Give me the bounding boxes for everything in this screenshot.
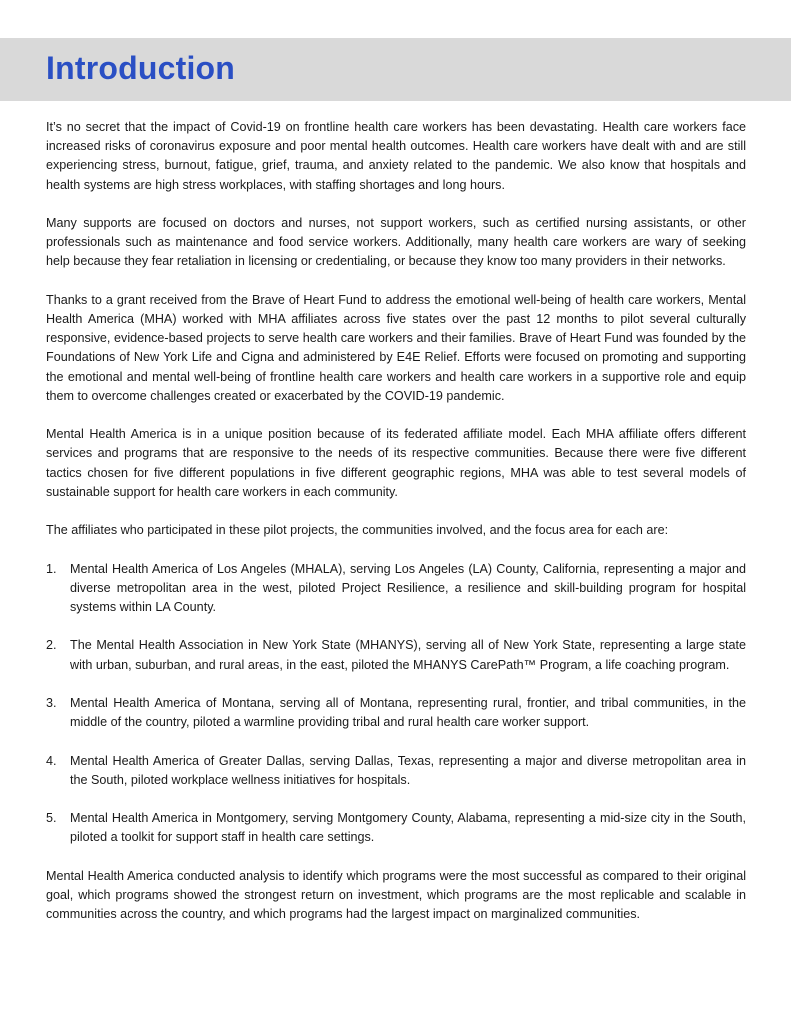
affiliates-list [46, 560, 746, 848]
list-item-text: Mental Health America of Montana, serving all of Montana, representing rural, frontier, and tribal communities, in the middle of the country, piloted a warmline providing tribal and rural health care worker support. [70, 695, 746, 730]
paragraph-affiliate-model: Mental Health America is in a unique position because of its federated affiliate model. Each MHA affiliate offers different services and programs that are responsive to the needs of its respective communities. Because there were five different tactics chosen for five different populations in five different geographic regions, MHA was able to test several models of sustainable support for health care workers in each community. [46, 427, 746, 499]
list-item-text: Mental Health America of Los Angeles (MHALA), serving Los Angeles (LA) County, California, representing a major and diverse metropolitan area in the west, piloted Project Resilience, a resilience and skill-building program for hospital systems within LA County. [70, 561, 746, 614]
list-item [46, 752, 746, 790]
list-number: 2. [46, 638, 57, 653]
list-number: 3. [46, 695, 57, 710]
list-item [46, 809, 746, 847]
paragraph-closing: Mental Health America conducted analysis to identify which programs were the most successful as compared to their original goal, which programs showed the strongest return on investment, which programs are the most replicable and scalable in communities across the country, and which programs had the largest impact on marginalized communities. [46, 868, 746, 922]
list-item [46, 636, 746, 674]
document-body [46, 118, 746, 944]
list-number: 5. [46, 811, 57, 826]
list-number: 1. [46, 561, 57, 576]
page-title: Introduction [46, 50, 236, 86]
list-intro: The affiliates who participated in these pilot projects, the communities involved, and the focus area for each are: [46, 523, 669, 538]
list-item-text: Mental Health America in Montgomery, serving Montgomery County, Alabama, representing a mid-size city in the South, piloted a toolkit for support staff in health care settings. [70, 811, 746, 845]
paragraph-covid-impact: It’s no secret that the impact of Covid-19 on frontline health care workers has been devastating. Health care workers face increased risks of coronavirus exposure and poor mental health outcomes. Health care workers have dealt with and are still experiencing stress, burnout, fatigue, grief, trauma, and anxiety related to the pandemic. We also know that hospitals and health systems are high stress workplaces, with staffing shortages and long hours. [46, 120, 746, 192]
paragraph-support-gaps: Many supports are focused on doctors and nurses, not support workers, such as certified nursing assistants, or other professionals such as maintenance and food service workers. Additionally, many health care workers are wary of seeking help because they fear retaliation in licensing or credentialing, or because they know too many providers in their networks. [46, 216, 746, 269]
list-number: 4. [46, 753, 57, 768]
list-item [46, 694, 746, 732]
paragraph-grant: Thanks to a grant received from the Brave of Heart Fund to address the emotional well-being of health care workers, Mental Health America (MHA) worked with MHA affiliates across five states over the past 12 months to pilot several culturally responsive, evidence-based projects to serve health care workers and their families. Brave of Heart Fund was founded by the Foundations of New York Life and Cigna and administered by E4E Relief. Efforts were focused on promoting and supporting the emotional and mental well-being of frontline health care workers and health care workers in a supportive role and equip them to overcome challenges created or exacerbated by the COVID-19 pandemic. [46, 292, 746, 403]
list-item-text: The Mental Health Association in New York State (MHANYS), serving all of New York State, representing a large state with urban, suburban, and rural areas, in the east, piloted the MHANYS CarePath™ Program, a life coaching program. [70, 638, 746, 672]
list-item-text: Mental Health America of Greater Dallas, serving Dallas, Texas, representing a major and diverse metropolitan area in the South, piloted workplace wellness initiatives for hospitals. [70, 753, 746, 787]
list-item [46, 560, 746, 618]
